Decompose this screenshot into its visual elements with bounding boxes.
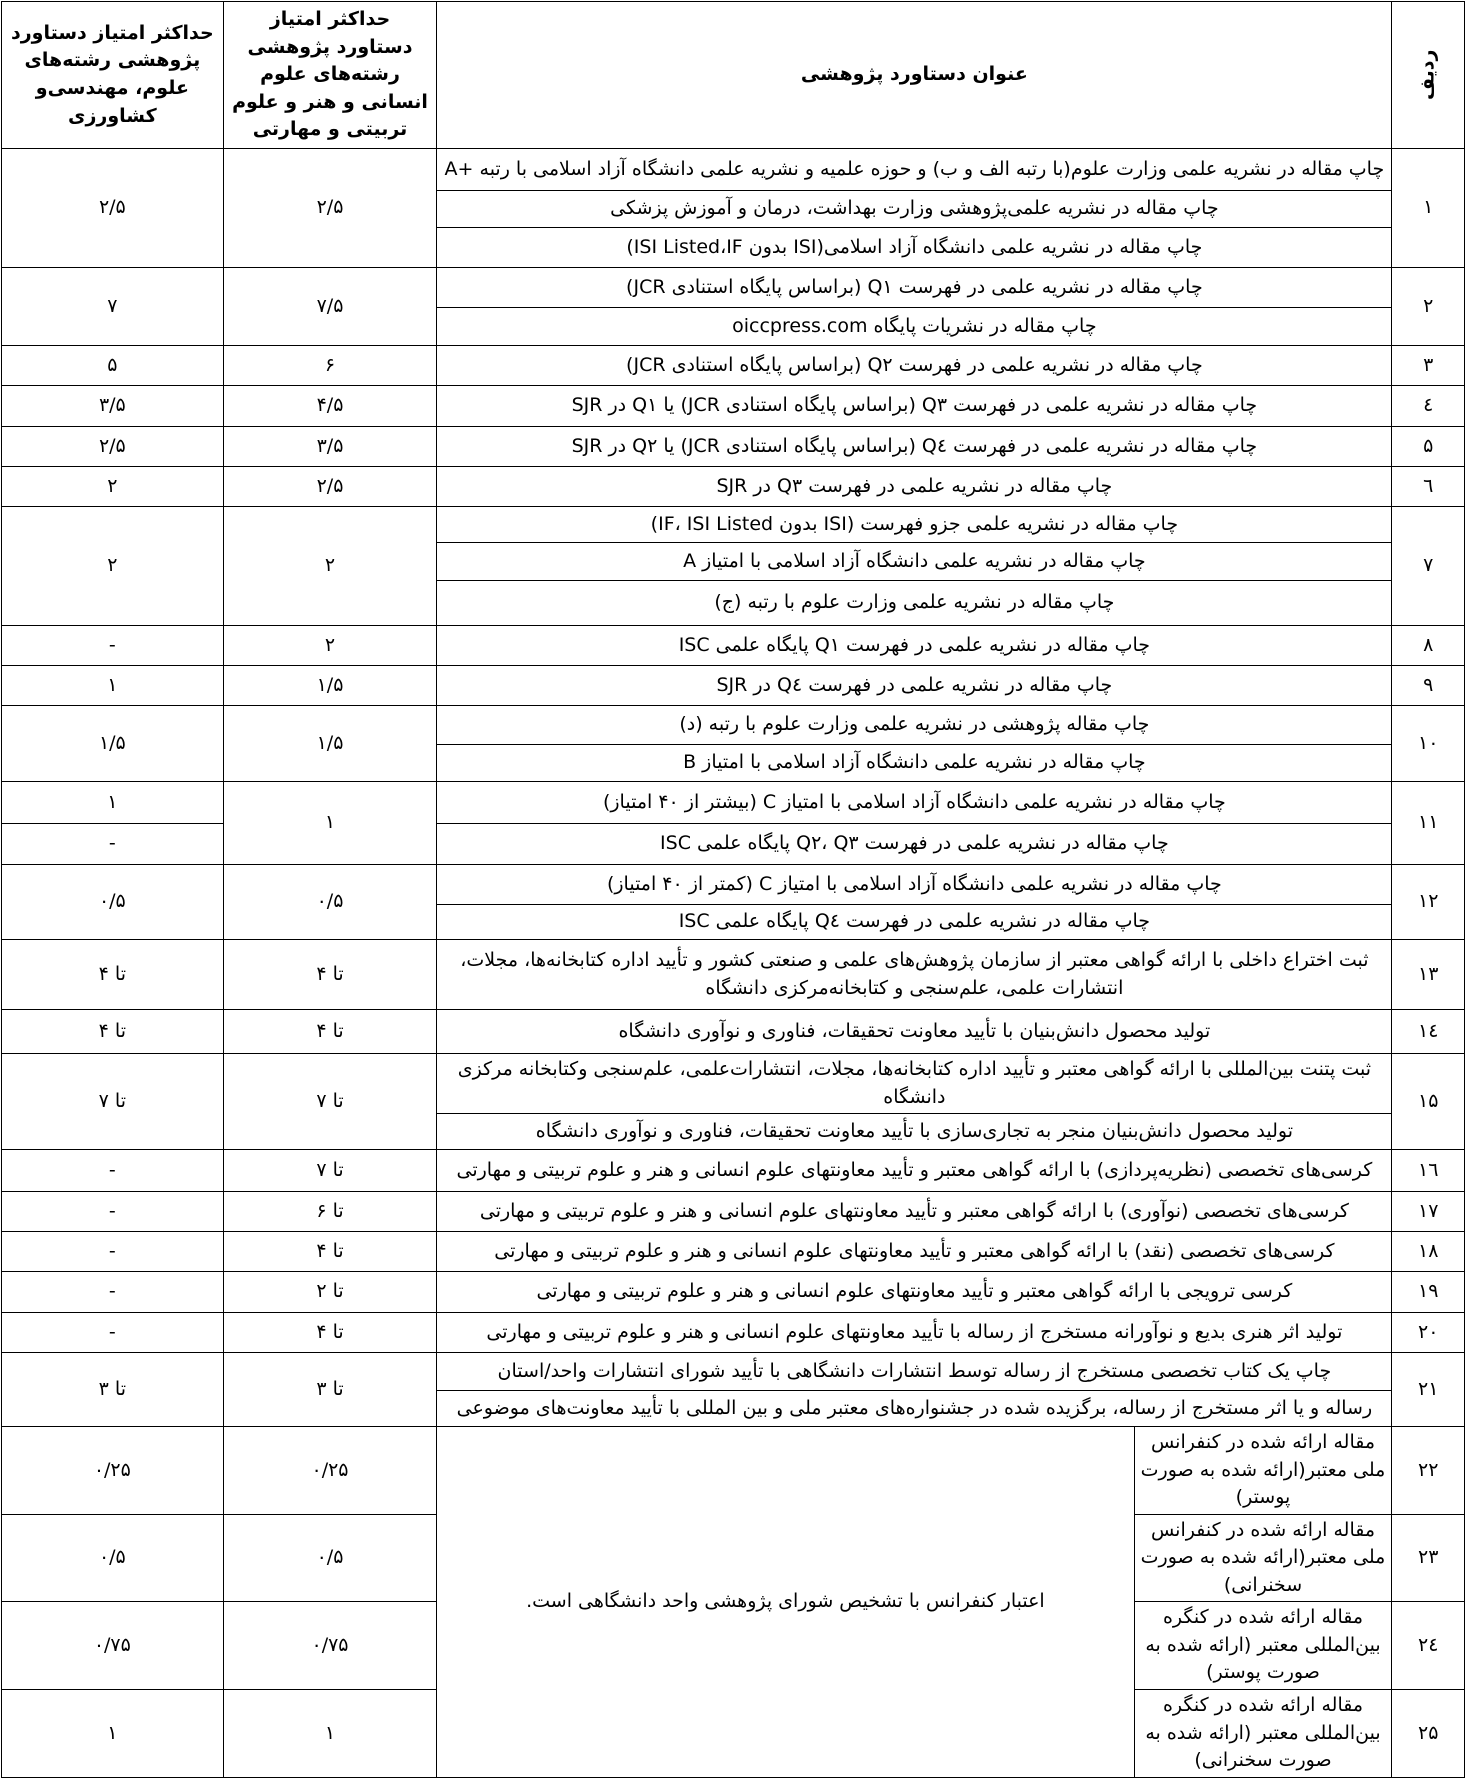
max-humanities-value: ۴/۵ bbox=[223, 386, 437, 427]
table-row bbox=[2, 1272, 1465, 1313]
achievement-title: چاپ مقاله در نشریه علمی در فهرست Q٤ پایگاه علمی ISC bbox=[437, 905, 1392, 940]
achievement-title: کرسی‌های تخصصی (نظریه‌پردازی) با ارائه گواهی معتبر و تأیید معاونتهای علوم انسانی و هنر و علوم تربیتی و مهارتی bbox=[437, 1150, 1392, 1192]
achievement-title: رساله و یا اثر مستخرج از رساله، برگزیده شده در جشنواره‌های معتبر ملی و بین المللی با تأیید معاونت‌های موضوعی bbox=[437, 1391, 1392, 1427]
max-science-value: ۰/۷۵ bbox=[2, 1602, 224, 1690]
table-row bbox=[2, 268, 1465, 308]
row-number: ۱۸ bbox=[1392, 1232, 1465, 1272]
row-number: ۲۳ bbox=[1392, 1514, 1465, 1602]
achievement-title: کرسی ترویجی با ارائه گواهی معتبر و تأیید معاونتهای علوم انسانی و هنر و علوم تربیتی و مهارتی bbox=[437, 1272, 1392, 1313]
conference-validity-note: اعتبار کنفرانس با تشخیص شورای پژوهشی واحد دانشگاهی است. bbox=[437, 1427, 1134, 1778]
header-row bbox=[2, 2, 1465, 149]
max-science-value: ۷ bbox=[2, 268, 224, 346]
max-humanities-value: ۲/۵ bbox=[223, 467, 437, 507]
achievement-title: چاپ مقاله در نشریه علمی در فهرست Q۲ (براساس پایگاه استنادی JCR) bbox=[437, 346, 1392, 386]
max-humanities-value: ۰/۷۵ bbox=[223, 1602, 437, 1690]
row-number: ۱۹ bbox=[1392, 1272, 1465, 1313]
max-humanities-value: ۲/۵ bbox=[223, 149, 437, 268]
max-humanities-value: ۰/۲۵ bbox=[223, 1427, 437, 1515]
max-science-value: ۱ bbox=[2, 782, 224, 824]
table-row bbox=[2, 346, 1465, 386]
table-row bbox=[2, 626, 1465, 666]
achievement-title: کرسی‌های تخصصی (نقد) با ارائه گواهی معتبر و تأیید معاونتهای علوم انسانی و هنر و علوم تربیتی و مهارتی bbox=[437, 1232, 1392, 1272]
table-row bbox=[2, 427, 1465, 467]
row-number: ٦ bbox=[1392, 467, 1465, 507]
achievement-title: چاپ مقاله در نشریات پایگاه oiccpress.com bbox=[437, 308, 1392, 346]
row-number: ۱۲ bbox=[1392, 865, 1465, 940]
header-row-number: ردیف bbox=[1392, 2, 1465, 149]
max-humanities-value: ۱/۵ bbox=[223, 666, 437, 706]
max-humanities-value: ۶ bbox=[223, 346, 437, 386]
row-number: ۱٦ bbox=[1392, 1150, 1465, 1192]
table-row bbox=[2, 824, 1465, 865]
max-science-value: ۰/۵ bbox=[2, 1514, 224, 1602]
max-humanities-value: تا ۶ bbox=[223, 1192, 437, 1232]
max-science-value: - bbox=[2, 626, 224, 666]
achievement-title: کرسی‌های تخصصی (نوآوری) با ارائه گواهی معتبر و تأیید معاونتهای علوم انسانی و هنر و علوم تربیتی و مهارتی bbox=[437, 1192, 1392, 1232]
achievement-title: مقاله ارائه شده در کنگره بین‌المللی معتبر (ارائه شده به صورت پوستر) bbox=[1134, 1602, 1392, 1690]
table-row bbox=[2, 1427, 1465, 1515]
achievement-title: چاپ مقاله در نشریه علمی در فهرست Q۱ (براساس پایگاه استنادی JCR) bbox=[437, 268, 1392, 308]
achievement-title: چاپ مقاله در نشریه علمی در فهرست Q۲، Q۳ پایگاه علمی ISC bbox=[437, 824, 1392, 865]
max-science-value: ۰/۵ bbox=[2, 865, 224, 940]
row-number: ۵ bbox=[1392, 427, 1465, 467]
table-row bbox=[2, 1054, 1465, 1114]
achievement-title: چاپ مقاله در نشریه علمی وزارت علوم(با رتبه الف و ب) و حوزه علمیه و نشریه علمی دانشگاه آزاد اسلامی با رتبه +A bbox=[437, 149, 1392, 191]
achievement-title: مقاله ارائه شده در کنگره بین‌المللی معتبر (ارائه شده به صورت سخنرانی) bbox=[1134, 1690, 1392, 1778]
research-achievements-table bbox=[1, 1, 1465, 1778]
max-science-value: تا ۴ bbox=[2, 940, 224, 1010]
max-humanities-value: تا ۷ bbox=[223, 1150, 437, 1192]
max-humanities-value: ۱ bbox=[223, 782, 437, 865]
max-science-value: ۲ bbox=[2, 507, 224, 626]
achievement-title: چاپ مقاله پژوهشی در نشریه علمی وزارت علوم با رتبه (د) bbox=[437, 706, 1392, 745]
row-number: ۹ bbox=[1392, 666, 1465, 706]
max-humanities-value: تا ۴ bbox=[223, 940, 437, 1010]
achievement-title: مقاله ارائه شده در کنفرانس ملی معتبر(ارائه شده به صورت پوستر) bbox=[1134, 1427, 1392, 1515]
max-science-value: ۱ bbox=[2, 666, 224, 706]
table-row bbox=[2, 1232, 1465, 1272]
achievement-title: چاپ یک کتاب تخصصی مستخرج از رساله توسط انتشارات دانشگاهی با تأیید شورای انتشارات واحد/استان bbox=[437, 1353, 1392, 1391]
max-humanities-value: ۳/۵ bbox=[223, 427, 437, 467]
achievement-title: چاپ مقاله در نشریه علمی در فهرست Q٤ در SJR bbox=[437, 666, 1392, 706]
max-humanities-value: تا ۳ bbox=[223, 1353, 437, 1427]
max-science-value: - bbox=[2, 1192, 224, 1232]
max-science-value: تا ۳ bbox=[2, 1353, 224, 1427]
max-humanities-value: ۲ bbox=[223, 507, 437, 626]
max-humanities-value: ۱ bbox=[223, 1690, 437, 1778]
table-row bbox=[2, 782, 1465, 824]
achievement-title: ثبت اختراع داخلی با ارائه گواهی معتبر از سازمان پژوهش‌های علمی و صنعتی کشور و تأیید اداره کتابخانه‌ها، مجلات، انتشارات علمی، علم‌سنجی و کتابخانه‌مرکزی دانشگاه bbox=[437, 940, 1392, 1010]
achievement-title: چاپ مقاله در نشریه علمی دانشگاه آزاد اسلامی با امتیاز C (کمتر از ۴۰ امتیاز) bbox=[437, 865, 1392, 905]
max-science-value: تا ۷ bbox=[2, 1054, 224, 1150]
achievement-title: تولید محصول دانش‌بنیان منجر به تجاری‌سازی با تأیید معاونت تحقیقات، فناوری و نوآوری دانشگاه bbox=[437, 1114, 1392, 1150]
achievement-title: چاپ مقاله در نشریه علمی در فهرست Q۳ در SJR bbox=[437, 467, 1392, 507]
row-number: ۷ bbox=[1392, 507, 1465, 626]
row-number: ۳ bbox=[1392, 346, 1465, 386]
table-row bbox=[2, 386, 1465, 427]
achievement-title: مقاله ارائه شده در کنفرانس ملی معتبر(ارائه شده به صورت سخنرانی) bbox=[1134, 1514, 1392, 1602]
achievement-title: چاپ مقاله در نشریه علمی‌پژوهشی وزارت بهداشت، درمان و آموزش پزشکی bbox=[437, 191, 1392, 228]
max-humanities-value: ۰/۵ bbox=[223, 1514, 437, 1602]
table-row bbox=[2, 149, 1465, 191]
max-science-value: ۲/۵ bbox=[2, 427, 224, 467]
max-humanities-value: ۱/۵ bbox=[223, 706, 437, 782]
achievement-title: چاپ مقاله در نشریه علمی دانشگاه آزاد اسلامی با امتیاز A bbox=[437, 543, 1392, 581]
table-row bbox=[2, 865, 1465, 905]
row-number: ۱۱ bbox=[1392, 782, 1465, 865]
max-science-value: تا ۴ bbox=[2, 1010, 224, 1054]
row-number: ۲۱ bbox=[1392, 1353, 1465, 1427]
achievement-title: چاپ مقاله در نشریه علمی دانشگاه آزاد اسلامی با امتیاز C (بیشتر از ۴۰ امتیاز) bbox=[437, 782, 1392, 824]
max-science-value: ۲ bbox=[2, 467, 224, 507]
max-humanities-value: تا ۴ bbox=[223, 1010, 437, 1054]
achievement-title: چاپ مقاله در نشریه علمی جزو فهرست (ISI بدون IF، ISI Listed) bbox=[437, 507, 1392, 543]
max-humanities-value: ۷/۵ bbox=[223, 268, 437, 346]
max-humanities-value: تا ۷ bbox=[223, 1054, 437, 1150]
row-number: ۱ bbox=[1392, 149, 1465, 268]
row-number: ۲۵ bbox=[1392, 1690, 1465, 1778]
row-number: ۱۷ bbox=[1392, 1192, 1465, 1232]
row-number: ۱۰ bbox=[1392, 706, 1465, 782]
row-number: ۲ bbox=[1392, 268, 1465, 346]
row-number: ۱۳ bbox=[1392, 940, 1465, 1010]
max-science-value: - bbox=[2, 824, 224, 865]
max-science-value: ۱/۵ bbox=[2, 706, 224, 782]
max-science-value: ۲/۵ bbox=[2, 149, 224, 268]
achievement-title: چاپ مقاله در نشریه علمی دانشگاه آزاد اسلامی با امتیاز B bbox=[437, 745, 1392, 782]
table-row bbox=[2, 467, 1465, 507]
max-science-value: ۳/۵ bbox=[2, 386, 224, 427]
max-science-value: - bbox=[2, 1150, 224, 1192]
row-number: ۲۲ bbox=[1392, 1427, 1465, 1515]
max-humanities-value: ۰/۵ bbox=[223, 865, 437, 940]
achievement-title: چاپ مقاله در نشریه علمی در فهرست Q۳ (براساس پایگاه استنادی JCR) یا Q۱ در SJR bbox=[437, 386, 1392, 427]
table-row bbox=[2, 1313, 1465, 1353]
table-row bbox=[2, 666, 1465, 706]
achievement-title: چاپ مقاله در نشریه علمی وزارت علوم با رتبه (ج) bbox=[437, 581, 1392, 626]
max-science-value: - bbox=[2, 1232, 224, 1272]
row-number: ۸ bbox=[1392, 626, 1465, 666]
table-row bbox=[2, 706, 1465, 745]
row-number: ۱٤ bbox=[1392, 1010, 1465, 1054]
table-row bbox=[2, 940, 1465, 1010]
max-science-value: - bbox=[2, 1313, 224, 1353]
max-science-value: - bbox=[2, 1272, 224, 1313]
header-max-science: حداکثر امتیاز دستاورد پژوهشی رشته‌های علوم، مهندسی‌و کشاورزی bbox=[2, 2, 224, 149]
table-row bbox=[2, 1150, 1465, 1192]
achievement-title: ثبت پتنت بین‌المللی با ارائه گواهی معتبر و تأیید اداره کتابخانه‌ها، مجلات، انتشارات‌علمی، علم‌سنجی وکتابخانه مرکزی دانشگاه bbox=[437, 1054, 1392, 1114]
max-humanities-value: تا ۲ bbox=[223, 1272, 437, 1313]
max-science-value: ۰/۲۵ bbox=[2, 1427, 224, 1515]
achievement-title: چاپ مقاله در نشریه علمی دانشگاه آزاد اسلامی(ISI بدون ISI Listed،IF) bbox=[437, 228, 1392, 268]
row-number: ۲۰ bbox=[1392, 1313, 1465, 1353]
achievement-title: چاپ مقاله در نشریه علمی در فهرست Q٤ (براساس پایگاه استنادی JCR) یا Q۲ در SJR bbox=[437, 427, 1392, 467]
row-number: ۲٤ bbox=[1392, 1602, 1465, 1690]
achievement-title: تولید محصول دانش‌بنیان با تأیید معاونت تحقیقات، فناوری و نوآوری دانشگاه bbox=[437, 1010, 1392, 1054]
max-humanities-value: ۲ bbox=[223, 626, 437, 666]
max-science-value: ۱ bbox=[2, 1690, 224, 1778]
max-humanities-value: تا ۴ bbox=[223, 1232, 437, 1272]
achievement-title: تولید اثر هنری بدیع و نوآورانه مستخرج از رساله با تأیید معاونتهای علوم انسانی و هنر و علوم تربیتی و مهارتی bbox=[437, 1313, 1392, 1353]
table-row bbox=[2, 1192, 1465, 1232]
table-row bbox=[2, 1353, 1465, 1391]
row-number: ۱۵ bbox=[1392, 1054, 1465, 1150]
achievement-title: چاپ مقاله در نشریه علمی در فهرست Q۱ پایگاه علمی ISC bbox=[437, 626, 1392, 666]
table-row bbox=[2, 1010, 1465, 1054]
row-number: ٤ bbox=[1392, 386, 1465, 427]
header-title: عنوان دستاورد پژوهشی bbox=[437, 2, 1392, 149]
max-science-value: ۵ bbox=[2, 346, 224, 386]
max-humanities-value: تا ۴ bbox=[223, 1313, 437, 1353]
header-max-humanities: حداکثر امتیاز دستاورد پژوهشی رشته‌های علوم انسانی و هنر و علوم تربیتی و مهارتی bbox=[223, 2, 437, 149]
table-row bbox=[2, 507, 1465, 543]
